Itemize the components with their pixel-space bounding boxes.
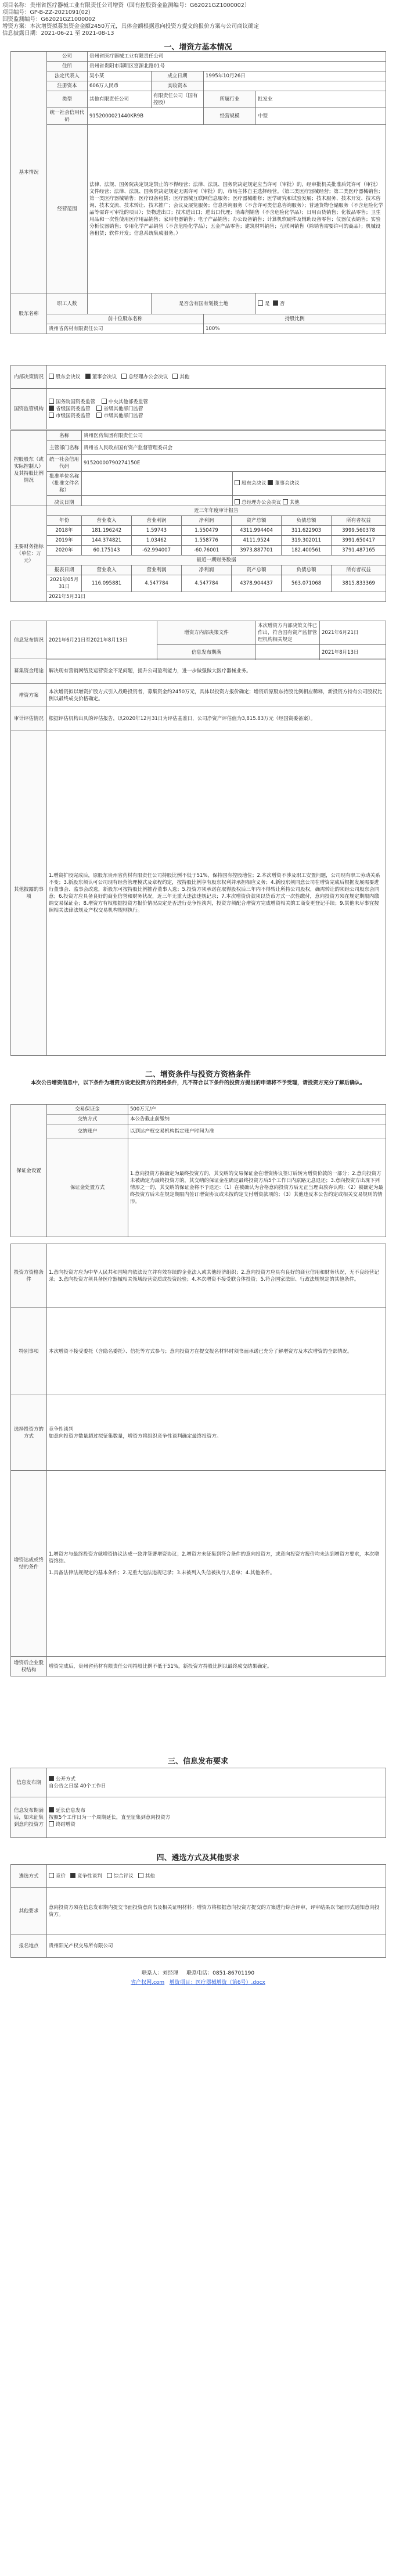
financial-row-cell: -62.994007 xyxy=(132,546,182,556)
financial-row-cell: 1.558776 xyxy=(182,536,232,546)
financial-row-cell: 181.196242 xyxy=(82,526,132,536)
extend-options: 延长信息发布 按照5个工作日为一个周期延长，直至征集到意向投资方 终结增资 xyxy=(47,1797,386,1838)
financial-title: 近三年年度审计报告 xyxy=(47,506,386,516)
internal-doc-value: 本次增资方内部决策文件已作出，符合国有资产监督管理机构相关规定 xyxy=(256,621,320,645)
contact-line xyxy=(0,1970,396,1977)
valuation-text: 根据评估机构出具的评估报告，以2020年12月31日为评估基准日，公司净资产评估值为3,815.83万元（经国资委备案）。 xyxy=(47,707,386,730)
latest-header-cell: 负债总额 xyxy=(282,565,332,575)
section1-title: 一、增资方基本情况 xyxy=(164,43,232,52)
latest-header-cell: 资产总额 xyxy=(232,565,282,575)
decision-type-options: 股东会决议 董事会决议 xyxy=(233,472,386,496)
financial-header-cell: 年份 xyxy=(47,516,82,526)
founded-date: 1995年10月26日 xyxy=(204,71,386,81)
business-scale: 中型 xyxy=(256,108,386,125)
project-name: 项目名称：贵州省医疗器械工业有限责任公司增资（国有控股资金监测编号：G62021GZ1000002） xyxy=(2,2,250,9)
announce-date-1: 2021年6月21日 xyxy=(320,621,386,645)
company-name: 贵州省医疗器械工业有限责任公司 xyxy=(88,52,386,62)
reg-opt-3-checkbox[interactable] xyxy=(49,406,54,411)
latest-row-cell: 116.095881 xyxy=(82,575,132,592)
details-table: 募集资金用途 解决现有营销网络及运营资金不足问题，提升公司盈利能力，进一步做强做大医疗器械业务。 增资方案 本次增资拟以增资扩股方式引入战略投资者，募集资金约2450万元，具体以投资方报价确定；增资后原股东持股比例相应稀释，新投资方持有公司股权比例以最终成交价格确定。 审计评估情况 根据评估机构出具的评估报告，以2020年12月31日为评估基准日，公司净资产评估值为3,815.83万元（经国资委备案）。 其他披露的事项 1.增资扩股完成后，原股东贵州省药材有限责任公司持股比例不低于51%，保持国有控股地位；2.本次增资不涉及职工安置问题，公司现有职工劳动关系不变；3.新股东须认可公司现有经营管理模式及章程约定，按持股比例享有股东权利并承担相应义务；4.新股东须同意公司在增资完成后根据发展需要进行董事会、监事会改选，新股东可按持股比例推荐董事人选；5.投资方须承诺在取得股权后三年内不得转让所持公司股权，确需转让的须经公司股东会同意；6.投资方应具备良好的商业信誉和财务状况，近三年无重大违法违规记录；7.本次增资价款须以货币方式一次性缴付，意向投资方须在规定期限内缴纳交易保证金；8.增资方有权根据投资方报价情况决定是否进行竞争性谈判，投资方须配合增资方完成增资相关的工商变更登记手续；9.其他未尽事宜按照相关法律法规及产权交易机构规则执行。 xyxy=(10,658,386,1056)
reg-opt-5-checkbox[interactable] xyxy=(49,413,54,418)
industry: 批发业 xyxy=(256,91,386,108)
company-type: 其他有限责任公司 xyxy=(88,91,152,108)
controller-table: 控股股东（或实际控制人）及其持股比例情况 名称 贵州医药集团有限责任公司 主管部门名称 贵州省人民政府国有资产监督管理委员会 统一社会信用代码 91520000790274150E 批准单位名称（批准文件名称） 股东会决议 董事会决议 决议日期 总经理办公会决议 其他 xyxy=(10,430,386,510)
other-requirements: 意向投资方须在信息发布期内提交书面投资意向书及相关证明材料；增资方将根据意向投资方提交的方案进行综合评审，评审结果以书面形式通知意向投资方。 xyxy=(47,1888,386,1934)
announce-date-2: 2021年8月13日 xyxy=(320,645,386,660)
sel-review-checkbox[interactable] xyxy=(107,1873,112,1878)
reg-opt-1-checkbox[interactable] xyxy=(49,399,54,404)
deposit-amount: 500万元/户 xyxy=(128,1105,386,1115)
financial-row-cell: 182.400561 xyxy=(282,546,332,556)
financial-row-cell: 4311.994404 xyxy=(232,526,282,536)
internal-decision-options: 股东会决议 董事会决议 总经理办公会决议 其他 xyxy=(47,366,386,389)
announcement-table: 信息发布情况 2021年6月21日至2021年8月13日 增资方内部决策文件 本次增资方内部决策文件已作出，符合国有资产监督管理机构相关规定 2021年6月21日 信息发布期满 2021年8月13日 xyxy=(10,621,386,660)
financial-row-cell: 60.175143 xyxy=(82,546,132,556)
financial-row-cell: 1.03462 xyxy=(132,536,182,546)
latest-header-cell: 营业收入 xyxy=(82,565,132,575)
basic-info-label: 基本情况 xyxy=(11,52,47,293)
latest-row-cell: 3815.833369 xyxy=(332,575,386,592)
financial-header-cell: 营业利润 xyxy=(132,516,182,526)
financial-row-cell: 3999.560378 xyxy=(332,526,386,536)
employee-count xyxy=(88,293,152,314)
latest-header-cell: 所有者权益 xyxy=(332,565,386,575)
shareholder-name: 贵州省药材有限责任公司 xyxy=(47,324,204,334)
latest-row-cell: 4.547784 xyxy=(182,575,232,592)
latest-header-cell: 报表日期 xyxy=(47,565,82,575)
terminate-checkbox[interactable] xyxy=(49,1821,54,1826)
section2-notice: 本次公告增资信息中，以下条件为增资方设定投资方的资格条件，凡不符合以下条件的投资方提出的申请将不予受理，请投资方充分了解后确认。 xyxy=(30,1080,365,1086)
financial-row-cell: 3791.487165 xyxy=(332,546,386,556)
financial-row-cell: 3973.887701 xyxy=(232,546,282,556)
disclosure-period: 信息披露日期：2021-06-21 至 2021-08-13 xyxy=(2,30,114,37)
financial-table: 主要财务指标（单位：万元） 近三年年度审计报告 年份 营业收入 营业利润 净利润 资产总额 负债总额 所有者权益 2018年 181.196242 1.59743 1.550479 4311.994404 311.622903 3999.560378 2019年 144.374821 1.03462 1.558776 4111.9524 319.302011 3991.650417 2020年 60.175143 -62.994007 -60.76001 3973.887701 182.400561 3791.487165 最近一期财务数据 报表日期 营业收入 营业利润 净利润 资产总额 负债总额 所有者权益 2021年05月31日 116.095881 4.547784 4.547784 4378.904437 563.071068 3815.833369 2021年5月31日 xyxy=(10,506,386,602)
reg-opt-6-checkbox[interactable] xyxy=(96,413,102,418)
financial-row-cell: 2020年 xyxy=(47,546,82,556)
supervision-number: 国资监测编号：G62021GZ1000002 xyxy=(2,16,96,23)
financial-row-cell: 144.374821 xyxy=(82,536,132,546)
approval-unit xyxy=(82,472,233,496)
financial-row-cell: 1.550479 xyxy=(182,526,232,536)
financial-row-cell: 319.302011 xyxy=(282,536,332,546)
financial-row-cell: 2018年 xyxy=(47,526,82,536)
option-board-checkbox[interactable] xyxy=(85,374,91,379)
latest-header-cell: 净利润 xyxy=(182,565,232,575)
shareholders-section: 股东名称 xyxy=(11,293,47,334)
financial-row-cell: 2019年 xyxy=(47,536,82,546)
state-land-options: 是 否 xyxy=(256,293,386,314)
selection-options: 竞价 竞争性谈判 综合评议 其他 xyxy=(47,1865,386,1888)
latest-header-cell: 营业利润 xyxy=(132,565,182,575)
company-info-table: 基本情况 公司 贵州省医疗器械工业有限责任公司 住所 贵州省贵阳市南明区富源北路01号 法定代表人 吴小某 成立日期 1995年10月26日 注册资本 606万人民币 实收资本 类型 其他有限责任公司 有限责任公司（国有控股） 所属行业 批发业 统一社会信用代码 9152000021440KR9B 经营规模 中型 经营范围 法律、法规、国务院决定规定禁止的不得经营；法律、法规、国务院决定规定应当许可（审批）的，经审批机关批准后凭许可（审批）文件经营；法律、法规、国务院决定规定无需许可（审批）的，市场主体自主选择经营。（第三类医疗器械经营；第二类医疗器械销售；第一类医疗器械销售；医疗设备租赁；医疗器械互联网信息服务；医疗器械维修；医学研究和试验发展；技术服务、技术开发、技术咨询、技术交流、技术转让、技术推广；会议及展览服务；信息咨询服务（不含许可类信息咨询服务）；普通货物仓储服务（不含危险化学品等需许可审批的项目）；货物进出口；技术进出口；进出口代理；消毒剂销售（不含危险化学品）；日用百货销售；化妆品零售；卫生用品和一次性使用医疗用品销售；家用电器销售；电子产品销售；办公设备销售；计算机软硬件及辅助设备零售；仪器仪表销售；实验分析仪器销售；专用化学产品销售（不含危险化学品）；五金产品零售；建筑材料销售；互联网销售（除销售需要许可的商品）；机械设备租赁；软件开发；信息系统集成服务。） 股东名称 职工人数 是否含有国有划拨土地 是 否 前十位股东名称 持股比例 贵州省药材有限责任公司 100% xyxy=(10,51,386,334)
dt-3-checkbox[interactable] xyxy=(235,499,240,504)
registration-place: 贵州阳光产权交易所有限公司 xyxy=(47,1934,386,1958)
deposit-table: 保证金设置 交易保证金 500万元/户 交纳方式 本公告截止前缴纳 交纳账户 以到达产权交易机构指定账户时间为准 保证金处置方式 1.意向投资方被确定为最终投资方的，其交纳的交易保证金在增资协议签订后转为增资价款的一部分；2.意向投资方未被确定为最终投资方的，其交纳的保证金在确定最终投资方后5个工作日内原路无息退还；3.意向投资方出现下列情形之一的，其交纳的保证金将不予退还：（1）在被确认为合格意向投资方后无正当理由放弃认购；（2）被确定为最终投资方后未在规定期限内签订增资协议或未按约定支付增资款项的；（3）其他违反本公告约定或相关交易规则的情形。 xyxy=(10,1104,386,1237)
section2-title: 二、增资条件与投资方资格条件 xyxy=(145,1070,251,1079)
financial-row-cell: 311.622903 xyxy=(282,526,332,536)
purpose-text: 解决现有营销网络及运营资金不足问题，提升公司盈利能力，进一步做强做大医疗器械业务。 xyxy=(47,658,386,684)
controller-name: 贵州医药集团有限责任公司 xyxy=(82,431,386,441)
company-type-2: 有限责任公司（国有控股） xyxy=(152,91,204,108)
deposit-terms: 1.意向投资方被确定为最终投资方的，其交纳的交易保证金在增资协议签订后转为增资价款的一部分；2.意向投资方未被确定为最终投资方的，其交纳的保证金在确定最终投资方后5个工作日内原路无息退还；3.意向投资方出现下列情形之一的，其交纳的保证金将不予退还：（1）在被确认为合格意向投资方后无正当理由放弃认购；（2）被确定为最终投资方后未在规定期限内签订增资协议或未按约定支付增资款项的；（3）其他违反本公告约定或相关交易规则的情形。 xyxy=(128,1138,386,1237)
sel-bid-checkbox[interactable] xyxy=(49,1873,54,1878)
project-number: 项目编号：GP-B-ZZ-2021091(02) xyxy=(2,9,91,16)
controller-uscc: 91520000790274150E xyxy=(82,455,386,472)
reg-opt-4-checkbox[interactable] xyxy=(96,406,102,411)
selection-table: 遴选方式 竞价 竞争性谈判 综合评议 其他 其他要求 意向投资方须在信息发布期内提交书面投资意向书及相关证明材料；增资方将根据意向投资方提交的方案进行综合评审，评审结果以书面形式通知意向投资方。 报名地点 贵州阳光产权交易所有限公司 xyxy=(10,1864,386,1958)
contact-person: 联系人：刘经理 xyxy=(141,1970,178,1976)
financial-header-cell: 负债总额 xyxy=(282,516,332,526)
site-link[interactable]: 省产权网.com xyxy=(131,1980,165,1986)
financial-header-cell: 资产总额 xyxy=(232,516,282,526)
financial-row-cell: -60.76001 xyxy=(182,546,232,556)
land-yes-checkbox[interactable] xyxy=(258,300,263,306)
option-shareholder-checkbox[interactable] xyxy=(49,374,54,379)
attachment-link[interactable]: 增资项目：医疗器械增资（第6号）.docx xyxy=(169,1980,265,1986)
land-no-checkbox[interactable] xyxy=(273,300,278,306)
other-disclosures: 1.增资扩股完成后，原股东贵州省药材有限责任公司持股比例不低于51%，保持国有控股地位；2.本次增资不涉及职工安置问题，公司现有职工劳动关系不变；3.新股东须认可公司现有经营管理模式及章程约定，按持股比例享有股东权利并承担相应义务；4.新股东须同意公司在增资完成后根据发展需要进行董事会、监事会改选，新股东可按持股比例推荐董事人选；5.投资方须承诺在取得股权后三年内不得转让所持公司股权，确需转让的须经公司股东会同意；6.投资方应具备良好的商业信誉和财务状况，近三年无重大违法违规记录；7.本次增资价款须以货币方式一次性缴付，意向投资方须在规定期限内缴纳交易保证金；8.增资方有权根据投资方报价情况决定是否进行竞争性谈判，投资方须配合增资方完成增资相关的工商变更登记手续；9.其他未尽事宜按照相关法律法规及产权交易机构规则执行。 xyxy=(47,730,386,1056)
latest-title: 最近一期财务数据 xyxy=(47,556,386,565)
dt-2-checkbox[interactable] xyxy=(268,480,273,485)
financial-row-cell: 3991.650417 xyxy=(332,536,386,546)
plan-text: 本次增资拟以增资扩股方式引入战略投资者，募集资金约2450万元，具体以投资方报价确定；增资后原股东持股比例相应稀释，新投资方持有公司股权比例以最终成交价格确定。 xyxy=(47,684,386,707)
announcement-period: 2021年6月21日至2021年8月13日 xyxy=(47,621,157,660)
regulator-options: 国务院国资委监管 中央其他部委监管 省级国资委监管 省级其他部门监管 市级国资委监管 市级其他部门监管 xyxy=(47,389,386,429)
option-other-checkbox[interactable] xyxy=(172,374,178,379)
sel-other-checkbox[interactable] xyxy=(138,1873,143,1878)
publish-open-checkbox[interactable] xyxy=(49,1776,54,1781)
contact-phone: 联系电话：0851-86701190 xyxy=(186,1970,255,1976)
supervisor-dept: 贵州省人民政府国有资产监督管理委员会 xyxy=(82,441,386,455)
completion-conditions: 1.增资方与最终投资方就增资协议达成一致并签署增资协议；2.增资方未征集到符合条件的意向投资方，或意向投资方报价均未达到增资方要求，本次增资终结。 1.具备法律法规规定的基本条件；2.无重大违法违规记录；3.未被列入失信被执行人名单；4.其他条件。 xyxy=(47,1471,386,1657)
financial-row-cell: 4111.9524 xyxy=(232,536,282,546)
latest-row-cell: 4.547784 xyxy=(132,575,182,592)
legal-rep: 吴小某 xyxy=(88,71,152,81)
controller-name-label: 名称 xyxy=(47,431,82,441)
deposit-account: 以到达产权交易机构指定账户时间为准 xyxy=(128,1124,386,1138)
option-gm-checkbox[interactable] xyxy=(121,374,127,379)
section3-title: 三、信息发布要求 xyxy=(167,1757,228,1766)
credit-code: 9152000021440KR9B xyxy=(88,108,204,125)
business-scope: 法律、法规、国务院决定规定禁止的不得经营；法律、法规、国务院决定规定应当许可（审批）的，经审批机关批准后凭许可（审批）文件经营；法律、法规、国务院决定规定无需许可（审批）的，市场主体自主选择经营。（第三类医疗器械经营；第二类医疗器械销售；第一类医疗器械销售；医疗设备租赁；医疗器械互联网信息服务；医疗器械维修；医学研究和试验发展；技术服务、技术开发、技术咨询、技术交流、技术转让、技术推广；会议及展览服务；信息咨询服务（不含许可类信息咨询服务）；普通货物仓储服务（不含危险化学品等需许可审批的项目）；货物进出口；技术进出口；进出口代理；消毒剂销售（不含危险化学品）；日用百货销售；化妆品零售；卫生用品和一次性使用医疗用品销售；家用电器销售；电子产品销售；办公设备销售；计算机软硬件及辅助设备零售；仪器仪表销售；实验分析仪器销售；专用化学产品销售（不含危险化学品）；五金产品零售；建筑材料销售；互联网销售（除销售需要许可的商品）；机械设备租赁；软件开发；信息系统集成服务。） xyxy=(88,125,386,293)
section4-title: 四、遴选方式及其他要求 xyxy=(156,1854,240,1862)
latest-row-cell: 2021年05月31日 xyxy=(47,575,82,592)
extend-checkbox[interactable] xyxy=(49,1807,54,1812)
financial-header-cell: 净利润 xyxy=(182,516,232,526)
footer-links xyxy=(0,1979,396,1986)
publish-table: 信息发布期 公开方式 自公告之日起 40个工作日 信息发布期满后，如未征集到意向投资方 延长信息发布 按照5个工作日为一个周期延长，直至征集到意向投资方 终结增资 xyxy=(10,1768,386,1838)
reg-opt-2-checkbox[interactable] xyxy=(102,399,107,404)
latest-row-cell: 563.071068 xyxy=(282,575,332,592)
deposit-method: 本公告截止前缴纳 xyxy=(128,1115,386,1124)
paid-capital xyxy=(204,81,386,91)
dt-4-checkbox[interactable] xyxy=(283,499,288,504)
registered-capital: 606万人民币 xyxy=(88,81,152,91)
capital-scheme: 增资方案：本次增资拟募集资金金额2450万元，具体金额根据意向投资方提交的报价方案与公司商议确定 xyxy=(2,23,260,30)
special-text: 本次增资不接受委托（含隐名委托）、信托等方式参与；意向投资方在提交报名材料时须书面承诺已充分了解增资方及本次增资的全部情况。 xyxy=(47,1308,386,1395)
shareholder-ratio: 100% xyxy=(204,324,386,334)
decision-type-options-2: 总经理办公会决议 其他 xyxy=(233,496,386,510)
governance-table: 内部决策情况 股东会决议 董事会决议 总经理办公会决议 其他 国资监管机构 国务院国资委监管 中央其他部委监管 省级国资委监管 省级其他部门监管 市级国资委监管 市级其他部门监管 xyxy=(10,365,386,429)
latest-row-cell: 4378.904437 xyxy=(232,575,282,592)
latest-period: 2021年5月31日 xyxy=(47,592,386,602)
choice-text: 竞争性谈判 如意向投资方数量超过拟征集数量，增资方将组织竞争性谈判确定最终投资方。 xyxy=(47,1395,386,1471)
post-structure: 增资完成后，贵州省药材有限责任公司持股比例不低于51%，新投资方持股比例以最终成交结果确定。 xyxy=(47,1657,386,1676)
financial-header-cell: 所有者权益 xyxy=(332,516,386,526)
sel-negotiation-checkbox[interactable] xyxy=(70,1873,75,1878)
company-address: 贵州省贵阳市南明区富源北路01号 xyxy=(88,62,386,71)
qualification-text: 1.意向投资方应为中华人民共和国境内依法设立并有效存续的企业法人或其他经济组织；2.意向投资方应具有良好的商业信用和财务状况，无不良经营记录；3.意向投资方须具备医疗器械相关领域经营资质或投资经验；4.本次增资不接受联合体投资；5.符合国家法律、行政法规规定的其他条件。 xyxy=(47,1244,386,1308)
publish-period: 公开方式 自公告之日起 40个工作日 xyxy=(47,1768,386,1797)
dt-1-checkbox[interactable] xyxy=(235,480,240,485)
qualification-table: 投资方资格条件 1.意向投资方应为中华人民共和国境内依法设立并有效存续的企业法人或其他经济组织；2.意向投资方应具有良好的商业信用和财务状况，无不良经营记录；3.意向投资方须具备医疗器械相关领域经营资质或投资经验；4.本次增资不接受联合体投资；5.符合国家法律、行政法规规定的其他条件。 特别事项 本次增资不接受委托（含隐名委托）、信托等方式参与；意向投资方在提交报名材料时须书面承诺已充分了解增资方及本次增资的全部情况。 选择投资方的方式 竞争性谈判 如意向投资方数量超过拟征集数量，增资方将组织竞争性谈判确定最终投资方。 增资达成或终结的条件 1.增资方与最终投资方就增资协议达成一致并签署增资协议；2.增资方未征集到符合条件的意向投资方，或意向投资方报价均未达到增资方要求，本次增资终结。 1.具备法律法规规定的基本条件；2.无重大违法违规记录；3.未被列入失信被执行人名单；4.其他条件。 增资后企业股权结构 增资完成后，贵州省药材有限责任公司持股比例不低于51%，新投资方持股比例以最终成交结果确定。 xyxy=(10,1244,386,1676)
financial-header-cell: 营业收入 xyxy=(82,516,132,526)
financial-row-cell: 1.59743 xyxy=(132,526,182,536)
